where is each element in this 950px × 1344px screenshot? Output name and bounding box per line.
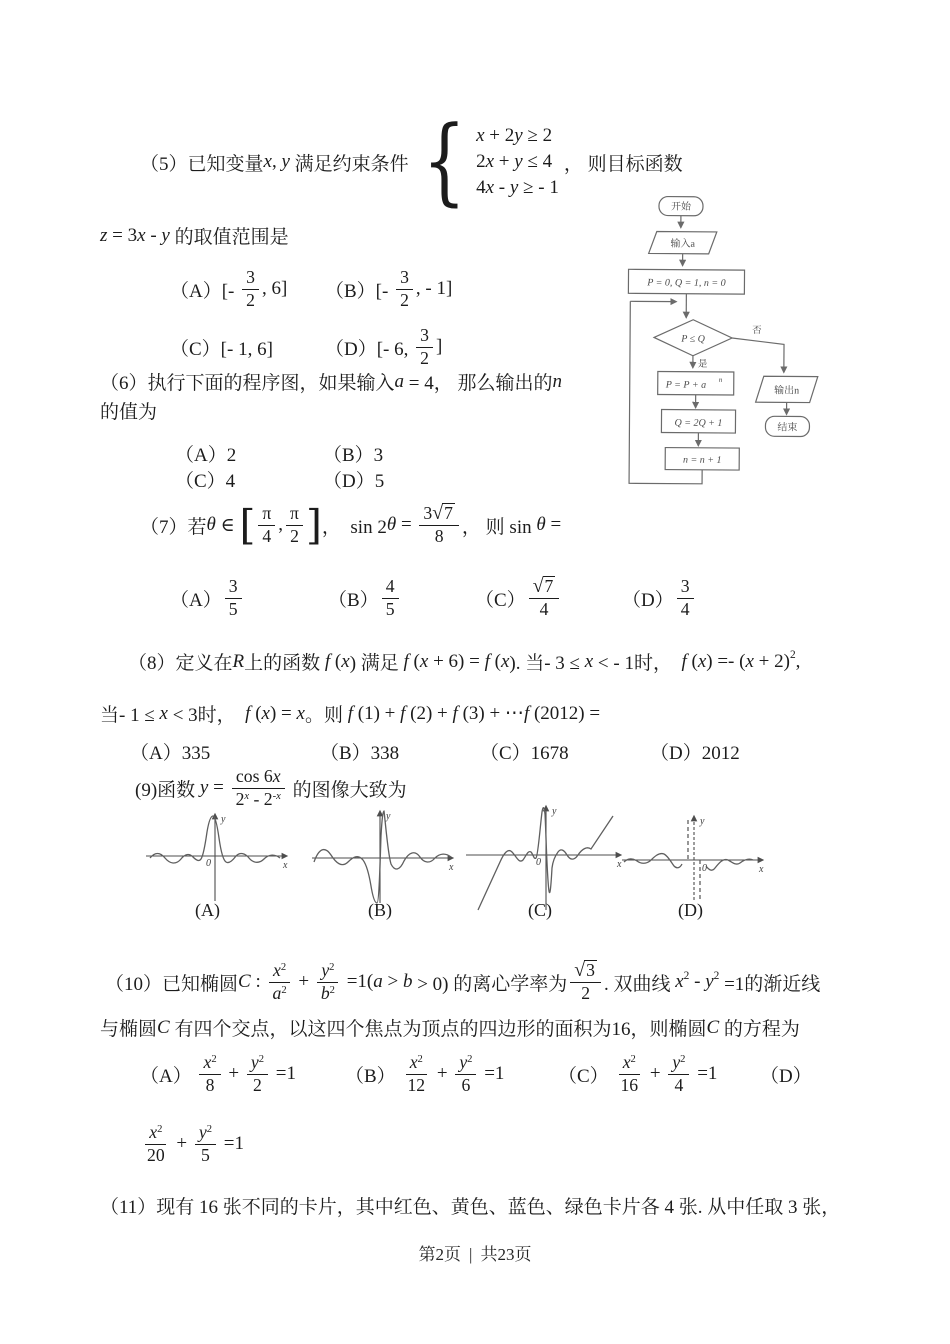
q5-option-b: （B）[- $\frac{3}{2}$ , - 1] (325, 266, 453, 310)
question-10-text: （10）已知椭圆 C : $\frac{x^2}{a^2}$ + $\frac{y^2}{b^2}$ =1( a > b > 0) 的离心学率为 √ 3 2 . 双曲线 x 2 - y 2 =1的渐近线 (105, 959, 821, 1003)
graph-d-ylabel: y (700, 816, 705, 827)
flow-yes-label: 是 (697, 359, 708, 370)
question-7-options-row (0, 568, 950, 628)
q8-option-a: （A）335 (130, 742, 211, 764)
graph-d-curve-right (706, 859, 753, 870)
footer-page-number: 第2页 (418, 1245, 462, 1264)
question-10-stem-line-2 (100, 1014, 800, 1041)
graph-option-b (308, 806, 458, 906)
graph-c-xlabel: x (617, 859, 622, 870)
graph-a-ylabel: y (221, 814, 226, 825)
question-8-stem-line-1 (128, 648, 800, 675)
graph-c-ylabel: y (552, 806, 557, 817)
graph-b-ylabel: y (386, 811, 391, 822)
flow-process-2-label: Q = 2Q + 1 (674, 417, 723, 429)
q7-option-a: （A） $\frac{3}{5}$ (170, 568, 245, 628)
q5-option-a: （A）[- $\frac{3}{2}$ , 6] (170, 266, 288, 310)
question-8-text: （8）定义在 R 上的函数 f ( x ) 满足 f ( x + 6) = f ( x ). 当- 3 ≤ x < - 1时， f ( x ) =- ( x + 2) 2 , (128, 649, 801, 674)
question-6-text-cont: 的值为 (100, 402, 158, 423)
q10-option-c: （C） $\frac{x^2}{16}$ + $\frac{y^2}{4}$ =1 (558, 1051, 718, 1095)
q8-option-b: （B）338 (320, 742, 400, 764)
question-10-option-d-equation (140, 1112, 244, 1176)
question-7-text: （7）若 θ ∈ [ $\frac{\pi}{4}$ , $\frac{\pi}{2}$ ] ， sin 2 θ = 3 √ 7 8 ， 则 sin θ = (140, 500, 562, 549)
program-flowchart (611, 191, 848, 505)
question-6-stem-line-1 (100, 368, 562, 395)
footer-separator: | (469, 1245, 473, 1264)
graph-option-d (618, 810, 768, 905)
flow-init-label: P = 0, Q = 1, n = 0 (647, 277, 726, 289)
constraint-2: 2 x + y ≤ 4 (476, 150, 553, 172)
graph-b-curve (314, 811, 451, 903)
graph-c-label: (C) (528, 900, 552, 920)
question-11-stem (100, 1192, 840, 1219)
graph-b-label: (B) (368, 900, 392, 920)
flow-input-label: 输入a (670, 238, 695, 250)
q6-option-a: （A）2 (175, 444, 237, 466)
question-6-text: （6）执行下面的程序图，如果输入 a = 4， 那么输出的 n (100, 370, 562, 394)
flow-no-label: 否 (752, 326, 762, 337)
q8-option-c: （C）1678 (480, 742, 569, 764)
q6-option-c: （C）4 (175, 470, 236, 492)
q7-option-b: （B） $\frac{4}{5}$ (328, 568, 402, 628)
question-11-text: （11）现有 16 张不同的卡片，其中红色、黄色、蓝色、绿色卡片各 4 张. 从中任取 3 张， (100, 1197, 841, 1218)
flow-decision-label: P ≤ Q (681, 333, 705, 345)
q10-option-a: （A） $\frac{x^2}{8}$ + $\frac{y^2}{2}$ =1 (140, 1051, 296, 1095)
graph-labels-row (0, 900, 950, 924)
question-5-objective-text: z = 3 x - y 的取值范围是 (100, 224, 289, 248)
flow-start-label: 开始 (670, 201, 692, 213)
flow-output-label: 输出n (774, 385, 800, 397)
q7-option-c: （C） √ 7 4 (475, 568, 562, 628)
graph-d-origin: 0 (702, 863, 707, 874)
q7-option-d: （D） $\frac{3}{4}$ (622, 568, 697, 628)
question-6-stem-line-2 (100, 397, 157, 424)
constraint-1: x + 2 y ≥ 2 (476, 124, 553, 146)
constraint-system (414, 106, 559, 217)
q6-option-b: （B）3 (323, 444, 384, 466)
question-9-text: (9)函数 y = $\frac{\cos 6x}{2^x - 2^{-x}}$ 的图像大致为 (135, 765, 407, 809)
graph-a-origin: 0 (206, 858, 211, 869)
question-5-stem (140, 106, 683, 218)
q10-option-d: （D） (760, 1065, 812, 1087)
question-8-text-cont: 当- 1 ≤ x < 3时， f ( x ) = x 。则 f (1) + f (2) + f (3) + ⋯ f (2012) = (100, 702, 601, 726)
q6-option-d: （D）5 (323, 470, 385, 492)
flow-process-1-sup: n (718, 375, 723, 384)
flow-process-1-label: P = P + a (665, 379, 707, 391)
q5-option-c: （C）[- 1, 6] (170, 338, 273, 360)
question-5-objective (100, 222, 289, 249)
footer-total-pages: 共23页 (480, 1245, 532, 1264)
q8-option-d: （D）2012 (650, 742, 740, 764)
graph-a-xlabel: x (283, 860, 288, 871)
graph-option-c (462, 798, 627, 913)
graph-d-curve-left (624, 854, 682, 868)
constraint-rows (476, 125, 559, 199)
graph-option-a (140, 808, 295, 903)
question-8-stem-line-2 (100, 700, 600, 727)
question-10-options-row (0, 1042, 950, 1106)
question-5-text-cont: ， 则目标函数 (563, 153, 683, 175)
graph-a-label: (A) (195, 900, 220, 920)
question-5-text: （5）已知变量 x , y 满足约束条件 (140, 151, 409, 175)
flow-process-3-label: n = n + 1 (682, 454, 722, 466)
graph-d-xlabel: x (759, 864, 764, 875)
graph-d-label: (D) (678, 900, 703, 920)
question-7-stem (140, 494, 561, 556)
flow-end-label: 结束 (777, 422, 798, 434)
left-brace-icon: { (422, 106, 466, 217)
graph-b-xlabel: x (449, 862, 454, 873)
constraint-3: 4 x - y ≥ - 1 (476, 176, 559, 198)
q10-option-d-eq-text: $\frac{x^2}{20}$ + $\frac{y^2}{5}$ =1 (147, 1121, 244, 1165)
page-footer (0, 1240, 950, 1265)
question-10-text-cont: 与椭圆 C 有四个交点，以这四个焦点为顶点的四边形的面积为16，则椭圆 C 的方程为 (100, 1016, 800, 1040)
q10-option-b: （B） $\frac{x^2}{12}$ + $\frac{y^2}{6}$ =1 (345, 1051, 505, 1095)
graph-c-origin: 0 (536, 857, 541, 868)
q5-option-d: （D）[- 6, $\frac{3}{2}$ ] (325, 324, 443, 368)
